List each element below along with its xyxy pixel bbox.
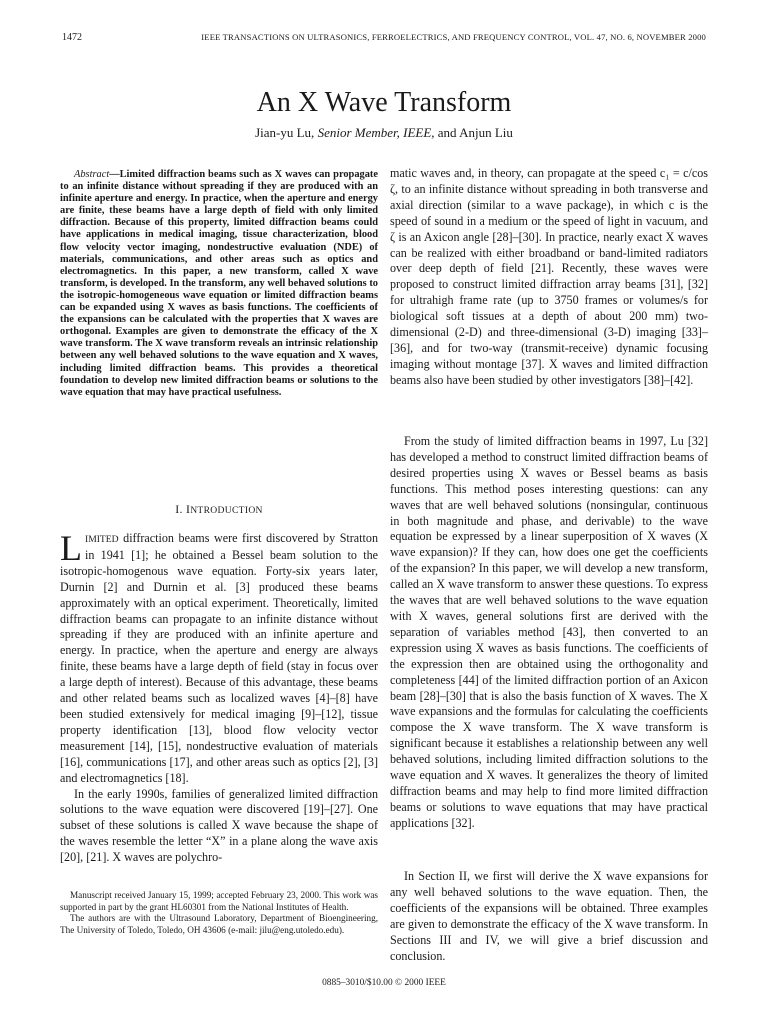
author-rest: and Anjun Liu <box>437 125 513 140</box>
drop-cap: L <box>60 528 82 568</box>
abstract-text: —Limited diffraction beams such as X waves can propagate to an infinite distance without spreading if they are produced with an infinite aperture and energy. In practice, when the aperture and energy are finite, these beams have a large depth of field with only limited diffraction. Because of this property, limited diffraction beams could have applications in medical imaging, tissue characterization, blood flow velocity vector imaging, nondestructive evaluation (NDE) of materials, communications, and other areas such as optics and electromagnetics. In this paper, a new transform, called X wave transform, is developed. In the transform, any well behaved solutions to the isotropic-homogeneous wave equation or limited diffraction beams can be expanded using X waves as basis functions. The coefficients of the expansions can be calculated with the properties that X waves are orthogonal. Examples are given to demonstrate the efficacy of the X wave transform. The X wave transform reveals an intrinsic relationship between any well behaved solutions to the wave equation and X waves, including limited diffraction beams. This provides a theoretical foundation to develop new limited diffraction beams or solutions to the wave equation that may have practical usefulness. <box>60 169 378 398</box>
paper-title: An X Wave Transform <box>256 87 512 118</box>
abstract <box>60 169 378 399</box>
intro-paragraph-1 <box>60 528 378 787</box>
section-numeral: I. <box>175 502 183 516</box>
footnote-affiliation: The authors are with the Ultrasound Laboratory, Department of Bioengineering, The University of Toledo, Toledo, OH 43606 (e-mail: jilu@eng.utoledo.edu). <box>60 913 378 935</box>
journal-line: IEEE TRANSACTIONS ON ULTRASONICS, FERROELECTRICS, AND FREQUENCY CONTROL, VOL. 47, NO. 6, NOVEMBER 2000 <box>201 32 706 42</box>
section-heading-introduction <box>60 502 378 517</box>
intro-p1-text: diffraction beams were first discovered by Stratton in 1941 [1]; he obtained a Bessel beam solution to the isotropic-homogenous wave equation. Forty-six years later, Durnin [2] and Durnin et al. [3] produced these beams approximately with an optical experiment. Theoretically, limited diffraction beams can propagate to an infinite distance without spreading if they are produced with an infinite aperture and energy. In practice, when the aperture and energy are always finite, these beams have a large depth of field (stay in focus over a large depth of interest). Because of this advantage, these beams and other related beams such as localized waves [4]–[8] have been studied extensively for medical imaging [9]–[12], tissue property identification [13], blood flow velocity vector measurement [14], [15], nondestructive evaluation of materials [16], communications [17], and other areas such as optics [2], [3] and electromagnetics [18]. <box>60 531 378 785</box>
author-role: Senior Member, IEEE, <box>317 125 435 140</box>
page-number: 1472 <box>62 32 82 43</box>
author-first: Jian-yu Lu, <box>255 125 315 140</box>
right-p1-text: matic waves and, in theory, can propagate at the speed c₁ = c/cos ζ, to an infinite distance without spreading in both transverse and axial direction (similar to a wave package), in which c is the speed of sound in a medium or the speed of light in vacuum, and ζ is an Axicon angle [28]–[30]. In practice, nearly exact X waves can be realized with either broadband or band-limited radiators over deep depth of field [21]. Recently, these waves were proposed to construct limited diffraction array beams [31], [32] for ultrahigh frame rate (up to 3750 frames or volumes/s for biological soft tissues at a depth of about 200 mm) two-dimensional (2-D) and three-dimensional (3-D) imaging [33]–[36], and for two-way (transmit-receive) dynamic focusing imaging without montage [37]. X waves and limited diffraction beams also have been studied by other investigators [38]–[42]. <box>390 166 708 387</box>
running-header <box>62 32 706 46</box>
intro-body <box>60 528 378 866</box>
abstract-label: Abstract <box>74 169 110 180</box>
copyright-footer: 0885–3010/$10.00 © 2000 IEEE <box>322 978 446 988</box>
section-title-initial: I <box>185 502 191 516</box>
right-p3-text: In Section II, we first will derive the X wave expansions for any well behaved solutions to the wave equation. Then, the coefficients of the expansions will be obtained. Three examples are given to demonstrate the efficacy of the X wave transform. In Sections III and IV, we will give a brief discussion and conclusion. <box>390 869 708 963</box>
author-line <box>0 125 768 141</box>
right-paragraph-3 <box>390 869 708 964</box>
right-paragraph-1 <box>390 166 708 389</box>
right-paragraph-2 <box>390 434 708 832</box>
footnote-manuscript: Manuscript received January 15, 1999; accepted February 23, 2000. This work was supported in part by the grant HL60301 from the National Institutes of Health. <box>60 890 378 912</box>
footnote <box>60 890 378 936</box>
right-p2-text: From the study of limited diffraction beams in 1997, Lu [32] has developed a method to construct limited diffraction beams of desired properties using X waves or Bessel beams as basis functions. This method poses interesting questions: can any waves that are well behaved solutions (nonsingular, continuous in both magnitude and phase, and derivable) to the wave equation be expressed by a linear superposition of X waves (X wave expansion)? If they can, how does one get the coefficients of the expansion? In this paper, we will develop a new transform, called an X wave transform to answer these questions. To express the waves that are well behaved solutions to the wave equation with X waves, general solutions first are derived with the separation of variables method [43], then converted to an expression using X waves as basis functions. The coefficients of the expression then are obtained using the orthogonality and completeness [44] of the limited diffraction portion of an Axicon beam [28]–[30] that is also the basis function of X waves. The X wave expansions and the formulas for calculating the coefficients compose the X wave transform. The X wave transform is significant because it establishes a relationship between any well behaved solutions, including limited diffraction solutions to the wave equation and X waves. It generalizes the theory of limited diffraction beams and may help to find more limited diffraction beams or solutions to wave equations that may have practical applications [32]. <box>390 434 708 830</box>
intro-paragraph-2: In the early 1990s, families of generalized limited diffraction solutions to the wave equation were discovered [19]–[27]. One subset of these solutions is called X wave because the shape of the waves resemble the letter “X” in a plane along the wave axis [20], [21]. X waves are polychro- <box>60 786 378 865</box>
section-title-rest: NTRODUCTION <box>190 505 263 516</box>
intro-lead-smallcaps: IMITED <box>85 534 119 545</box>
